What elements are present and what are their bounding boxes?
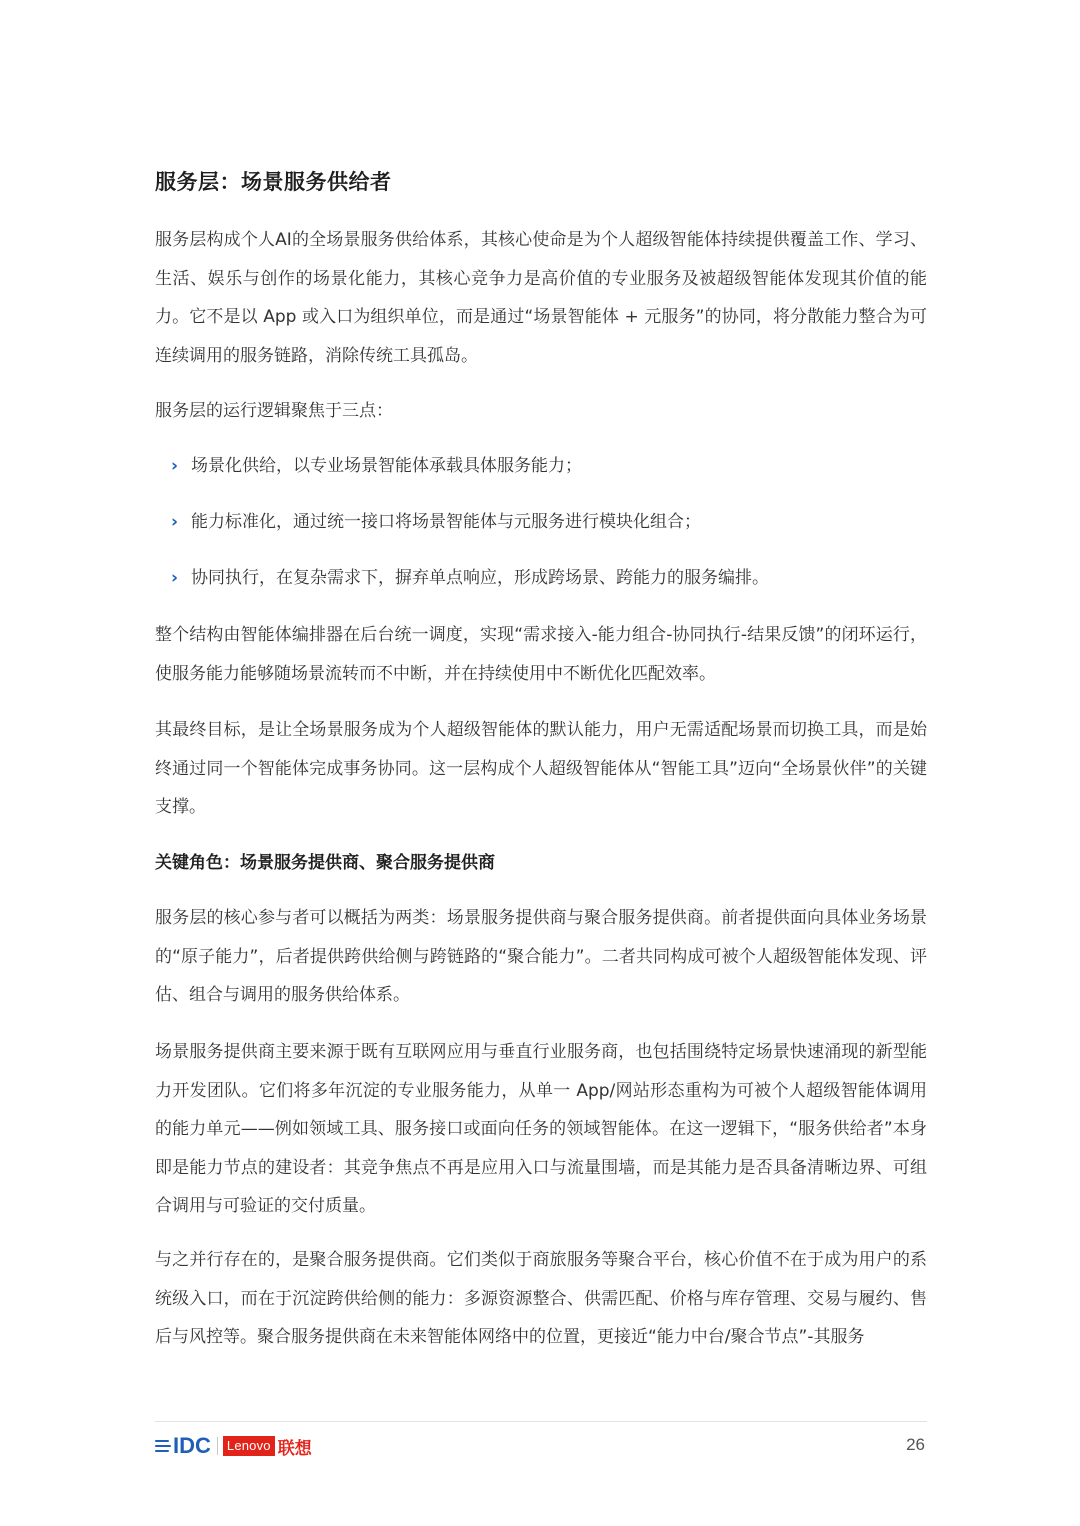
lenovo-logo: Lenovo [223,1436,275,1456]
page-number: 26 [906,1435,925,1454]
chevron-right-icon: › [171,568,179,588]
roles-paragraph-1: 服务层的核心参与者可以概括为两类：场景服务提供商与聚合服务提供商。前者提供面向具体业务场景的“原子能力”，后者提供跨供给侧与跨链路的“聚合能力”。二者共同构成可被个人超级智能体发现、评估、组合与调用的服务供给体系。 [155,908,927,1005]
roles-paragraph-2: 场景服务提供商主要来源于既有互联网应用与垂直行业服务商，也包括围绕特定场景快速涌现的新型能力开发团队。它们将多年沉淀的专业服务能力，从单一 App/网站形态重构为可被个人超级智能体调用的能力单元——例如领域工具、服务接口或面向任务的领域智能体。在这一逻辑下，“服务供给者”本身即是能力节点的建设者：其竞争焦点不再是应用入口与流量围墙，而是其能力是否具备清晰边界、可组合调用与可验证的交付质量。 [155,1042,927,1216]
logo-separator [217,1437,218,1455]
footer-logos [155,1434,312,1458]
lenovo-chinese-logo: 联想 [277,1438,312,1459]
chevron-right-icon: › [171,456,179,476]
chevron-right-icon: › [171,512,179,532]
page-footer [155,1432,927,1460]
footer-divider [155,1421,927,1422]
idc-logo-icon [155,1439,171,1453]
structure-paragraph: 整个结构由智能体编排器在后台统一调度，实现“需求接入-能力组合-协同执行-结果反馈”的闭环运行，使服务能力能够随场景流转而不中断，并在持续使用中不断优化匹配效率。 [155,625,927,684]
intro-paragraph: 服务层构成个人AI的全场景服务供给体系，其核心使命是为个人超级智能体持续提供覆盖工作、学习、生活、娱乐与创作的场景化能力，其核心竞争力是高价值的专业服务及被超级智能体发现其价值的能力。它不是以 App 或入口为组织单位，而是通过“场景智能体 + 元服务”的协同，将分散能力整合为可连续调用的服务链路，消除传统工具孤岛。 [155,230,927,366]
roles-paragraph-3: 与之并行存在的，是聚合服务提供商。它们类似于商旅服务等聚合平台，核心价值不在于成为用户的系统级入口，而在于沉淀跨供给侧的能力：多源资源整合、供需匹配、价格与库存管理、交易与履约、售后与风控等。聚合服务提供商在未来智能体网络中的位置，更接近“能力中台/聚合节点”-其服务 [155,1250,927,1347]
logic-intro: 服务层的运行逻辑聚焦于三点： [155,401,393,421]
section-title: 服务层：场景服务供给者 [155,170,392,194]
roles-heading: 关键角色：场景服务提供商、聚合服务提供商 [155,853,495,873]
goal-paragraph: 其最终目标，是让全场景服务成为个人超级智能体的默认能力，用户无需适配场景而切换工具，而是始终通过同一个智能体完成事务协同。这一层构成个人超级智能体从“智能工具”迈向“全场景伙伴”的关键支撑。 [155,720,927,817]
idc-logo-text: IDC [173,1433,211,1458]
